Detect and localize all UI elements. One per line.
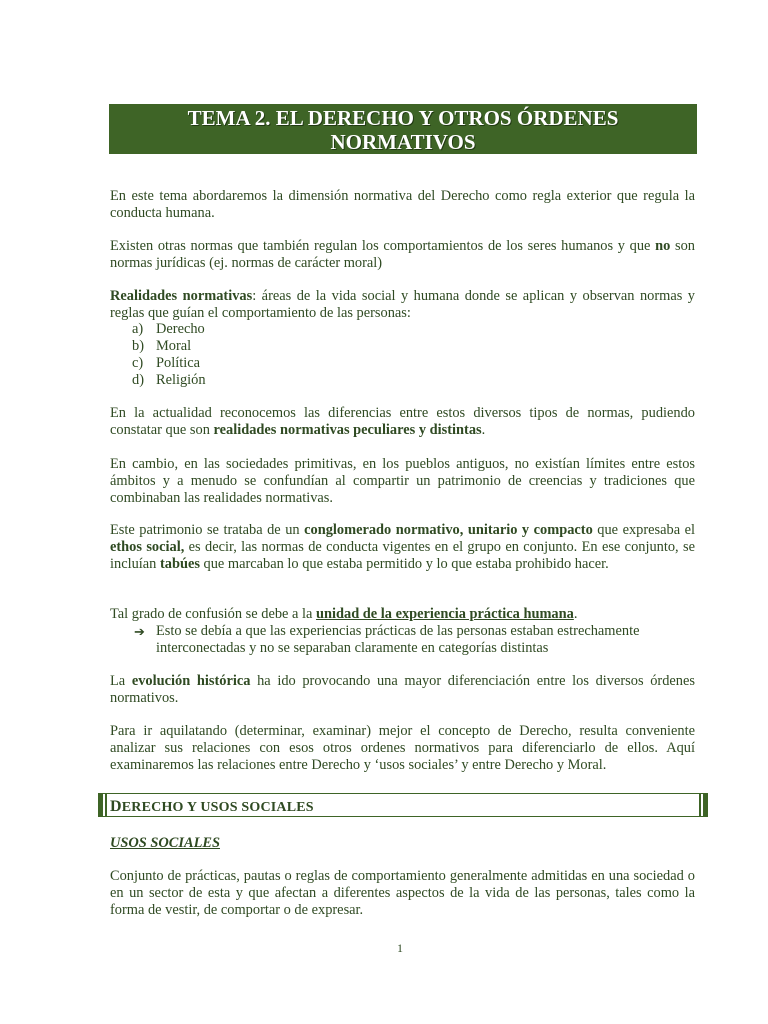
bold-run: ethos social, xyxy=(110,539,185,555)
text-run: La xyxy=(110,673,132,689)
bold-run: no xyxy=(655,238,671,254)
list-item-text: Religión xyxy=(156,372,206,388)
text-run: Existen otras normas que también regulan los comportamientos de los seres humanos y que xyxy=(110,238,656,254)
bold-run: realidades normativas peculiares y distintas xyxy=(213,422,482,438)
section-title xyxy=(110,798,314,816)
bold-run: Realidades normativas xyxy=(110,288,253,304)
section-border-left-thin xyxy=(105,793,107,817)
paragraph-sociedades-primitivas: En cambio, en las sociedades primitivas, en los pueblos antiguos, no existían límites entre estos ámbitos y a menudo se confundían al compartir un patrimonio de creencias y tradiciones que combinaban las realidades normativas. xyxy=(110,456,695,506)
bold-run: evolución histórica xyxy=(131,673,251,689)
paragraph-definicion-usos: Conjunto de prácticas, pautas o reglas de comportamiento generalmente admitidas en una sociedad o en un sector de esta y que afectan a diferentes aspectos de la vida de las personas, tales como la forma de vestir, de comportar o de expresar. xyxy=(110,868,695,918)
text-run: que expresaba el xyxy=(592,522,696,538)
section-title-rest: ERECHO Y USOS SOCIALES xyxy=(121,800,314,815)
bold-run: conglomerado normativo, unitario y compacto xyxy=(304,522,593,538)
intro-paragraph: En este tema abordaremos la dimensión normativa del Derecho como regla exterior que regula la conducta humana. xyxy=(110,188,695,221)
section-title-initial: D xyxy=(110,798,122,815)
text-run: . xyxy=(481,422,486,438)
text-run: que marcaban lo que estaba permitido y lo que estaba prohibido hacer. xyxy=(199,556,609,572)
subheading-usos-sociales: USOS SOCIALES xyxy=(110,835,220,851)
section-border-right xyxy=(703,793,708,817)
text-run: En la actualidad reconocemos las diferencias entre estos diversos tipos de normas, pudiendo constatar que son xyxy=(110,405,695,438)
text-run: es decir, las normas de conducta vigentes en el grupo en conjunto. En ese conjunto, se incluían xyxy=(110,539,695,572)
list-item xyxy=(110,372,206,389)
list-item-text: Política xyxy=(156,355,200,371)
bold-run: tabúes xyxy=(159,556,200,572)
chapter-title-banner xyxy=(109,104,697,154)
text-run: : áreas de la vida social y humana donde se aplican y observan normas y reglas que guían el comportamiento de las personas: xyxy=(110,288,696,321)
list-item-text: Derecho xyxy=(156,321,205,337)
normative-realities-list xyxy=(110,321,206,389)
text-run: . xyxy=(573,606,578,622)
text-run: son normas jurídicas (ej. normas de carácter moral) xyxy=(110,238,695,271)
arrow-right-icon: ➔ xyxy=(134,624,145,639)
list-item xyxy=(110,338,206,355)
list-item xyxy=(110,321,206,338)
section-border-left xyxy=(98,793,103,817)
paragraph-patrimonio xyxy=(110,522,695,573)
text-run: ha ido provocando una mayor diferenciación entre los diversos órdenes normativos. xyxy=(110,673,695,706)
list-marker: b) xyxy=(132,338,144,354)
list-marker: a) xyxy=(132,321,144,337)
paragraph-other-norms xyxy=(110,238,695,272)
title-line-2: NORMATIVOS xyxy=(330,130,476,154)
title-line-1: TEMA 2. EL DERECHO Y OTROS ÓRDENES xyxy=(187,106,619,130)
paragraph-actualidad xyxy=(110,405,695,439)
paragraph-confusion xyxy=(110,606,695,623)
list-item xyxy=(110,355,206,372)
page-number: 1 xyxy=(397,941,403,955)
arrow-bullet-item xyxy=(134,623,696,657)
paragraph-evolucion xyxy=(110,673,695,707)
text-run: Este patrimonio se trataba de un xyxy=(110,522,305,538)
section-heading-box xyxy=(98,793,708,817)
arrow-bullet-text: Esto se debía a que las experiencias prácticas de las personas estaban estrechamente interconectadas y no se separaban claramente en categorías distintas xyxy=(156,623,640,656)
paragraph-realidades-normativas xyxy=(110,288,695,322)
text-run: Tal grado de confusión se debe a la xyxy=(110,606,316,622)
section-border-right-thin xyxy=(699,793,701,817)
paragraph-aquilatando: Para ir aquilatando (determinar, examinar) mejor el concepto de Derecho, resulta conveniente analizar sus relaciones con esos otros ordenes normativos para diferenciarlo de ellos. Aquí examinaremos las relaciones entre Derecho y ‘usos sociales’ y entre Derecho y Moral. xyxy=(110,723,695,773)
list-item-text: Moral xyxy=(156,338,192,354)
list-marker: d) xyxy=(132,372,144,388)
bold-underlined-run: unidad de la experiencia práctica humana xyxy=(315,606,574,622)
list-marker: c) xyxy=(132,355,144,371)
